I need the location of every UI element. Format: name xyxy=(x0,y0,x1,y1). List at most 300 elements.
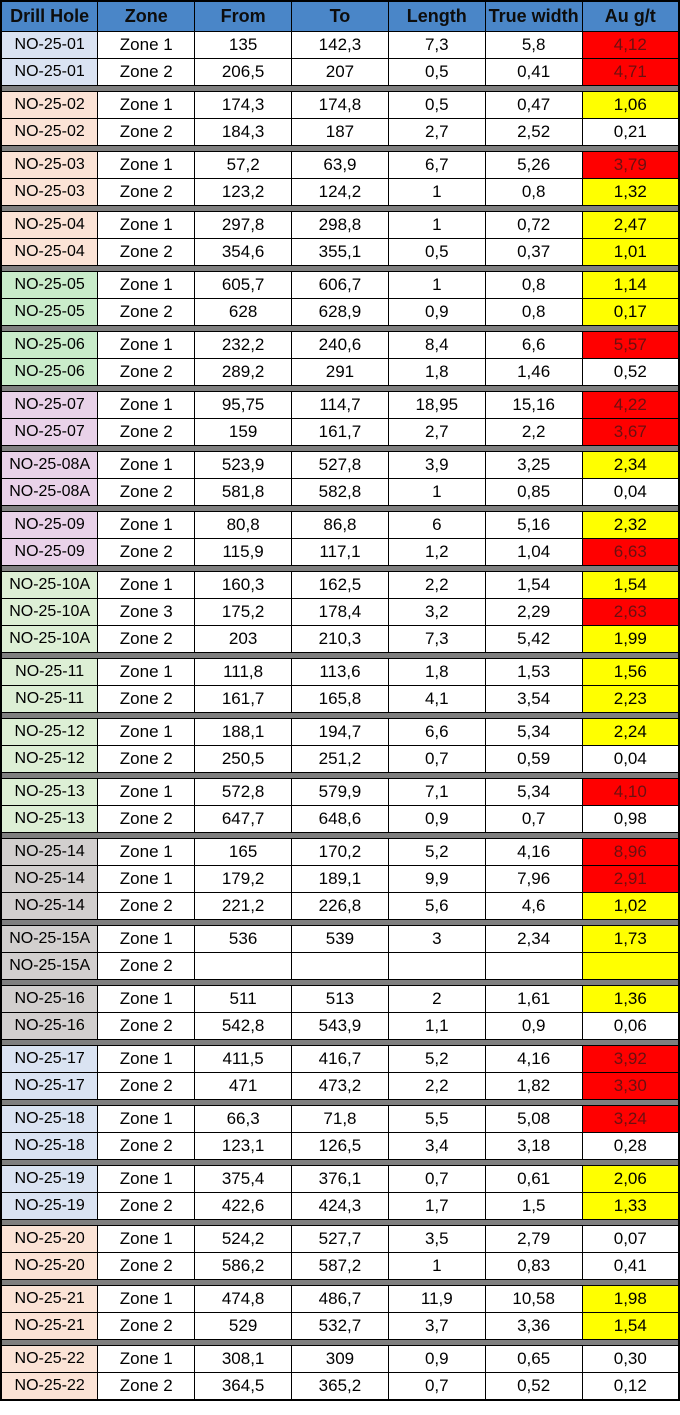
table-row xyxy=(1,1226,679,1253)
table-body xyxy=(1,32,679,1401)
from-cell: 523,9 xyxy=(195,452,292,479)
from-cell: 160,3 xyxy=(195,572,292,599)
length-cell: 0,5 xyxy=(388,59,485,86)
to-cell: 178,4 xyxy=(292,599,389,626)
zone-cell: Zone 2 xyxy=(98,239,195,266)
true-width-cell: 4,6 xyxy=(485,893,582,920)
to-cell: 71,8 xyxy=(292,1106,389,1133)
au-grade-cell: 1,54 xyxy=(582,572,679,599)
true-width-cell: 2,34 xyxy=(485,926,582,953)
true-width-cell: 10,58 xyxy=(485,1286,582,1313)
au-grade-cell: 4,12 xyxy=(582,32,679,59)
zone-cell: Zone 2 xyxy=(98,953,195,980)
table-row xyxy=(1,239,679,266)
drill-hole-cell: NO-25-09 xyxy=(1,539,98,566)
from-cell: 581,8 xyxy=(195,479,292,506)
from-cell: 364,5 xyxy=(195,1373,292,1401)
drill-hole-cell: NO-25-10A xyxy=(1,626,98,653)
to-cell: 113,6 xyxy=(292,659,389,686)
table-row xyxy=(1,452,679,479)
zone-cell: Zone 1 xyxy=(98,986,195,1013)
au-grade-cell: 0,06 xyxy=(582,1013,679,1040)
table-row xyxy=(1,746,679,773)
drill-hole-cell: NO-25-02 xyxy=(1,92,98,119)
au-grade-cell: 3,30 xyxy=(582,1073,679,1100)
from-cell: 297,8 xyxy=(195,212,292,239)
au-grade-cell: 2,32 xyxy=(582,512,679,539)
true-width-cell: 2,2 xyxy=(485,419,582,446)
length-cell: 7,3 xyxy=(388,626,485,653)
true-width-cell xyxy=(485,953,582,980)
to-cell: 532,7 xyxy=(292,1313,389,1340)
au-grade-cell: 8,96 xyxy=(582,839,679,866)
table-row xyxy=(1,1193,679,1220)
zone-cell: Zone 2 xyxy=(98,1313,195,1340)
true-width-cell: 7,96 xyxy=(485,866,582,893)
au-grade-cell: 1,56 xyxy=(582,659,679,686)
au-grade-cell: 3,79 xyxy=(582,152,679,179)
table-row xyxy=(1,1313,679,1340)
from-cell: 111,8 xyxy=(195,659,292,686)
zone-cell: Zone 2 xyxy=(98,119,195,146)
drill-hole-cell: NO-25-22 xyxy=(1,1346,98,1373)
drill-hole-cell: NO-25-20 xyxy=(1,1253,98,1280)
zone-cell: Zone 1 xyxy=(98,392,195,419)
table-row xyxy=(1,806,679,833)
length-cell: 0,9 xyxy=(388,299,485,326)
true-width-cell: 0,41 xyxy=(485,59,582,86)
length-cell: 0,5 xyxy=(388,92,485,119)
zone-cell: Zone 2 xyxy=(98,626,195,653)
true-width-cell: 0,8 xyxy=(485,179,582,206)
drill-hole-cell: NO-25-11 xyxy=(1,686,98,713)
length-cell: 6,7 xyxy=(388,152,485,179)
zone-cell: Zone 2 xyxy=(98,686,195,713)
length-cell: 0,7 xyxy=(388,1166,485,1193)
length-cell: 2,7 xyxy=(388,419,485,446)
table-row xyxy=(1,1373,679,1401)
au-grade-cell: 1,01 xyxy=(582,239,679,266)
length-cell: 0,5 xyxy=(388,239,485,266)
au-grade-cell: 0,41 xyxy=(582,1253,679,1280)
from-cell: 123,1 xyxy=(195,1133,292,1160)
drill-hole-cell: NO-25-17 xyxy=(1,1073,98,1100)
length-cell: 1 xyxy=(388,179,485,206)
length-cell: 3,7 xyxy=(388,1313,485,1340)
to-cell: 117,1 xyxy=(292,539,389,566)
from-cell: 95,75 xyxy=(195,392,292,419)
zone-cell: Zone 2 xyxy=(98,179,195,206)
au-grade-cell: 1,06 xyxy=(582,92,679,119)
drill-hole-cell: NO-25-10A xyxy=(1,599,98,626)
to-cell: 355,1 xyxy=(292,239,389,266)
to-cell: 124,2 xyxy=(292,179,389,206)
length-cell: 2,2 xyxy=(388,1073,485,1100)
to-cell: 513 xyxy=(292,986,389,1013)
from-cell: 536 xyxy=(195,926,292,953)
to-cell: 240,6 xyxy=(292,332,389,359)
zone-cell: Zone 1 xyxy=(98,152,195,179)
length-cell xyxy=(388,953,485,980)
table-row xyxy=(1,539,679,566)
table-row xyxy=(1,119,679,146)
to-cell: 187 xyxy=(292,119,389,146)
table-row xyxy=(1,926,679,953)
zone-cell: Zone 1 xyxy=(98,1166,195,1193)
zone-cell: Zone 2 xyxy=(98,1373,195,1401)
au-grade-cell: 0,12 xyxy=(582,1373,679,1401)
column-header-zone: Zone xyxy=(98,1,195,32)
table-row xyxy=(1,1286,679,1313)
to-cell: 416,7 xyxy=(292,1046,389,1073)
table-row xyxy=(1,1073,679,1100)
true-width-cell: 5,08 xyxy=(485,1106,582,1133)
from-cell: 354,6 xyxy=(195,239,292,266)
zone-cell: Zone 1 xyxy=(98,1106,195,1133)
length-cell: 2,7 xyxy=(388,119,485,146)
true-width-cell: 5,26 xyxy=(485,152,582,179)
au-grade-cell: 1,14 xyxy=(582,272,679,299)
to-cell: 162,5 xyxy=(292,572,389,599)
to-cell: 114,7 xyxy=(292,392,389,419)
zone-cell: Zone 1 xyxy=(98,779,195,806)
zone-cell: Zone 1 xyxy=(98,1226,195,1253)
true-width-cell: 0,52 xyxy=(485,1373,582,1401)
length-cell: 1 xyxy=(388,272,485,299)
length-cell: 0,9 xyxy=(388,1346,485,1373)
drill-hole-cell: NO-25-13 xyxy=(1,779,98,806)
table-row xyxy=(1,479,679,506)
to-cell: 126,5 xyxy=(292,1133,389,1160)
to-cell: 606,7 xyxy=(292,272,389,299)
true-width-cell: 0,9 xyxy=(485,1013,582,1040)
length-cell: 18,95 xyxy=(388,392,485,419)
au-grade-cell: 1,02 xyxy=(582,893,679,920)
drill-hole-cell: NO-25-11 xyxy=(1,659,98,686)
table-row xyxy=(1,32,679,59)
drill-hole-cell: NO-25-07 xyxy=(1,419,98,446)
length-cell: 1 xyxy=(388,212,485,239)
drill-hole-cell: NO-25-04 xyxy=(1,212,98,239)
au-grade-cell: 2,24 xyxy=(582,719,679,746)
length-cell: 0,7 xyxy=(388,746,485,773)
zone-cell: Zone 1 xyxy=(98,1286,195,1313)
table-row xyxy=(1,1013,679,1040)
from-cell: 289,2 xyxy=(195,359,292,386)
zone-cell: Zone 1 xyxy=(98,1346,195,1373)
to-cell: 527,7 xyxy=(292,1226,389,1253)
table-row xyxy=(1,512,679,539)
true-width-cell: 2,52 xyxy=(485,119,582,146)
to-cell: 473,2 xyxy=(292,1073,389,1100)
length-cell: 1,8 xyxy=(388,659,485,686)
to-cell: 527,8 xyxy=(292,452,389,479)
table-row xyxy=(1,152,679,179)
zone-cell: Zone 1 xyxy=(98,512,195,539)
to-cell: 189,1 xyxy=(292,866,389,893)
from-cell: 647,7 xyxy=(195,806,292,833)
from-cell: 175,2 xyxy=(195,599,292,626)
zone-cell: Zone 2 xyxy=(98,746,195,773)
drill-hole-cell: NO-25-14 xyxy=(1,893,98,920)
to-cell: 628,9 xyxy=(292,299,389,326)
length-cell: 1,1 xyxy=(388,1013,485,1040)
table-row xyxy=(1,59,679,86)
true-width-cell: 0,8 xyxy=(485,272,582,299)
au-grade-cell: 5,57 xyxy=(582,332,679,359)
table-row xyxy=(1,986,679,1013)
to-cell: 648,6 xyxy=(292,806,389,833)
drill-hole-cell: NO-25-05 xyxy=(1,299,98,326)
au-grade-cell: 0,04 xyxy=(582,746,679,773)
au-grade-cell: 0,17 xyxy=(582,299,679,326)
au-grade-cell: 1,54 xyxy=(582,1313,679,1340)
true-width-cell: 4,16 xyxy=(485,1046,582,1073)
au-grade-cell: 2,23 xyxy=(582,686,679,713)
to-cell: 424,3 xyxy=(292,1193,389,1220)
zone-cell: Zone 1 xyxy=(98,92,195,119)
column-header-length: Length xyxy=(388,1,485,32)
length-cell: 5,2 xyxy=(388,1046,485,1073)
au-grade-cell: 2,47 xyxy=(582,212,679,239)
au-grade-cell: 3,24 xyxy=(582,1106,679,1133)
length-cell: 0,9 xyxy=(388,806,485,833)
from-cell: 511 xyxy=(195,986,292,1013)
au-grade-cell: 2,63 xyxy=(582,599,679,626)
length-cell: 6,6 xyxy=(388,719,485,746)
to-cell: 63,9 xyxy=(292,152,389,179)
to-cell: 207 xyxy=(292,59,389,86)
from-cell: 66,3 xyxy=(195,1106,292,1133)
to-cell: 165,8 xyxy=(292,686,389,713)
table-row xyxy=(1,839,679,866)
length-cell: 1,7 xyxy=(388,1193,485,1220)
zone-cell: Zone 1 xyxy=(98,866,195,893)
au-grade-cell: 6,63 xyxy=(582,539,679,566)
true-width-cell: 1,46 xyxy=(485,359,582,386)
to-cell: 226,8 xyxy=(292,893,389,920)
true-width-cell: 2,79 xyxy=(485,1226,582,1253)
to-cell: 365,2 xyxy=(292,1373,389,1401)
zone-cell: Zone 1 xyxy=(98,926,195,953)
to-cell: 539 xyxy=(292,926,389,953)
from-cell: 586,2 xyxy=(195,1253,292,1280)
zone-cell: Zone 2 xyxy=(98,59,195,86)
from-cell: 165 xyxy=(195,839,292,866)
table-row xyxy=(1,1166,679,1193)
length-cell: 8,4 xyxy=(388,332,485,359)
zone-cell: Zone 1 xyxy=(98,452,195,479)
table-row xyxy=(1,686,679,713)
zone-cell: Zone 1 xyxy=(98,572,195,599)
to-cell: 291 xyxy=(292,359,389,386)
au-grade-cell: 0,28 xyxy=(582,1133,679,1160)
from-cell: 221,2 xyxy=(195,893,292,920)
drill-hole-cell: NO-25-14 xyxy=(1,866,98,893)
to-cell: 170,2 xyxy=(292,839,389,866)
length-cell: 1 xyxy=(388,1253,485,1280)
table-row xyxy=(1,953,679,980)
true-width-cell: 0,65 xyxy=(485,1346,582,1373)
true-width-cell: 15,16 xyxy=(485,392,582,419)
length-cell: 5,5 xyxy=(388,1106,485,1133)
zone-cell: Zone 2 xyxy=(98,1133,195,1160)
table-row xyxy=(1,359,679,386)
from-cell: 135 xyxy=(195,32,292,59)
length-cell: 0,7 xyxy=(388,1373,485,1401)
true-width-cell: 0,59 xyxy=(485,746,582,773)
from-cell: 80,8 xyxy=(195,512,292,539)
true-width-cell: 2,29 xyxy=(485,599,582,626)
from-cell: 179,2 xyxy=(195,866,292,893)
to-cell: 309 xyxy=(292,1346,389,1373)
drill-hole-cell: NO-25-16 xyxy=(1,986,98,1013)
true-width-cell: 1,5 xyxy=(485,1193,582,1220)
true-width-cell: 4,16 xyxy=(485,839,582,866)
to-cell: 298,8 xyxy=(292,212,389,239)
au-grade-cell: 0,21 xyxy=(582,119,679,146)
drill-hole-cell: NO-25-19 xyxy=(1,1193,98,1220)
au-grade-cell: 3,67 xyxy=(582,419,679,446)
to-cell: 142,3 xyxy=(292,32,389,59)
table-row xyxy=(1,1346,679,1373)
drill-hole-cell: NO-25-04 xyxy=(1,239,98,266)
zone-cell: Zone 1 xyxy=(98,332,195,359)
true-width-cell: 1,53 xyxy=(485,659,582,686)
au-grade-cell: 2,06 xyxy=(582,1166,679,1193)
true-width-cell: 0,85 xyxy=(485,479,582,506)
zone-cell: Zone 2 xyxy=(98,806,195,833)
drill-hole-cell: NO-25-14 xyxy=(1,839,98,866)
true-width-cell: 5,34 xyxy=(485,779,582,806)
zone-cell: Zone 1 xyxy=(98,719,195,746)
au-grade-cell: 4,71 xyxy=(582,59,679,86)
drill-hole-cell: NO-25-07 xyxy=(1,392,98,419)
from-cell: 232,2 xyxy=(195,332,292,359)
zone-cell: Zone 2 xyxy=(98,893,195,920)
au-grade-cell: 1,73 xyxy=(582,926,679,953)
true-width-cell: 0,7 xyxy=(485,806,582,833)
from-cell: 161,7 xyxy=(195,686,292,713)
from-cell: 422,6 xyxy=(195,1193,292,1220)
zone-cell: Zone 1 xyxy=(98,1046,195,1073)
column-header-to: To xyxy=(292,1,389,32)
length-cell: 6 xyxy=(388,512,485,539)
au-grade-cell: 4,22 xyxy=(582,392,679,419)
drill-hole-cell: NO-25-22 xyxy=(1,1373,98,1401)
to-cell: 161,7 xyxy=(292,419,389,446)
au-grade-cell: 1,99 xyxy=(582,626,679,653)
drill-hole-cell: NO-25-18 xyxy=(1,1133,98,1160)
to-cell: 582,8 xyxy=(292,479,389,506)
zone-cell: Zone 2 xyxy=(98,1013,195,1040)
length-cell: 3,4 xyxy=(388,1133,485,1160)
true-width-cell: 3,25 xyxy=(485,452,582,479)
length-cell: 1,8 xyxy=(388,359,485,386)
true-width-cell: 3,18 xyxy=(485,1133,582,1160)
table-row xyxy=(1,299,679,326)
true-width-cell: 0,72 xyxy=(485,212,582,239)
drill-hole-cell: NO-25-05 xyxy=(1,272,98,299)
from-cell: 572,8 xyxy=(195,779,292,806)
length-cell: 2,2 xyxy=(388,572,485,599)
to-cell: 86,8 xyxy=(292,512,389,539)
table-row xyxy=(1,599,679,626)
au-grade-cell: 4,10 xyxy=(582,779,679,806)
au-grade-cell: 0,07 xyxy=(582,1226,679,1253)
true-width-cell: 0,8 xyxy=(485,299,582,326)
to-cell: 486,7 xyxy=(292,1286,389,1313)
length-cell: 5,6 xyxy=(388,893,485,920)
drill-hole-cell: NO-25-03 xyxy=(1,179,98,206)
zone-cell: Zone 2 xyxy=(98,479,195,506)
length-cell: 1 xyxy=(388,479,485,506)
from-cell: 203 xyxy=(195,626,292,653)
au-grade-cell: 0,98 xyxy=(582,806,679,833)
length-cell: 11,9 xyxy=(388,1286,485,1313)
true-width-cell: 5,34 xyxy=(485,719,582,746)
zone-cell: Zone 2 xyxy=(98,1193,195,1220)
drill-hole-cell: NO-25-08A xyxy=(1,479,98,506)
drill-hole-cell: NO-25-01 xyxy=(1,32,98,59)
from-cell: 471 xyxy=(195,1073,292,1100)
drill-hole-cell: NO-25-03 xyxy=(1,152,98,179)
drill-hole-cell: NO-25-01 xyxy=(1,59,98,86)
drill-hole-cell: NO-25-15A xyxy=(1,953,98,980)
table-row xyxy=(1,1046,679,1073)
au-grade-cell: 0,30 xyxy=(582,1346,679,1373)
to-cell: 251,2 xyxy=(292,746,389,773)
from-cell: 529 xyxy=(195,1313,292,1340)
true-width-cell: 0,47 xyxy=(485,92,582,119)
zone-cell: Zone 1 xyxy=(98,659,195,686)
au-grade-cell: 0,04 xyxy=(582,479,679,506)
from-cell: 411,5 xyxy=(195,1046,292,1073)
length-cell: 5,2 xyxy=(388,839,485,866)
table-row xyxy=(1,572,679,599)
au-grade-cell: 0,52 xyxy=(582,359,679,386)
true-width-cell: 3,54 xyxy=(485,686,582,713)
length-cell: 1,2 xyxy=(388,539,485,566)
length-cell: 3,5 xyxy=(388,1226,485,1253)
table-row xyxy=(1,719,679,746)
drill-hole-cell: NO-25-17 xyxy=(1,1046,98,1073)
to-cell: 194,7 xyxy=(292,719,389,746)
drill-hole-cell: NO-25-12 xyxy=(1,746,98,773)
table-row xyxy=(1,659,679,686)
table-row xyxy=(1,272,679,299)
from-cell: 159 xyxy=(195,419,292,446)
drill-hole-cell: NO-25-15A xyxy=(1,926,98,953)
au-grade-cell: 1,98 xyxy=(582,1286,679,1313)
drill-hole-cell: NO-25-18 xyxy=(1,1106,98,1133)
to-cell xyxy=(292,953,389,980)
table-row xyxy=(1,779,679,806)
length-cell: 7,1 xyxy=(388,779,485,806)
zone-cell: Zone 2 xyxy=(98,1253,195,1280)
from-cell: 250,5 xyxy=(195,746,292,773)
length-cell: 4,1 xyxy=(388,686,485,713)
table-row xyxy=(1,332,679,359)
au-grade-cell: 2,34 xyxy=(582,452,679,479)
from-cell: 184,3 xyxy=(195,119,292,146)
length-cell: 3,2 xyxy=(388,599,485,626)
table-row xyxy=(1,212,679,239)
zone-cell: Zone 1 xyxy=(98,32,195,59)
from-cell: 115,9 xyxy=(195,539,292,566)
zone-cell: Zone 1 xyxy=(98,839,195,866)
length-cell: 3,9 xyxy=(388,452,485,479)
